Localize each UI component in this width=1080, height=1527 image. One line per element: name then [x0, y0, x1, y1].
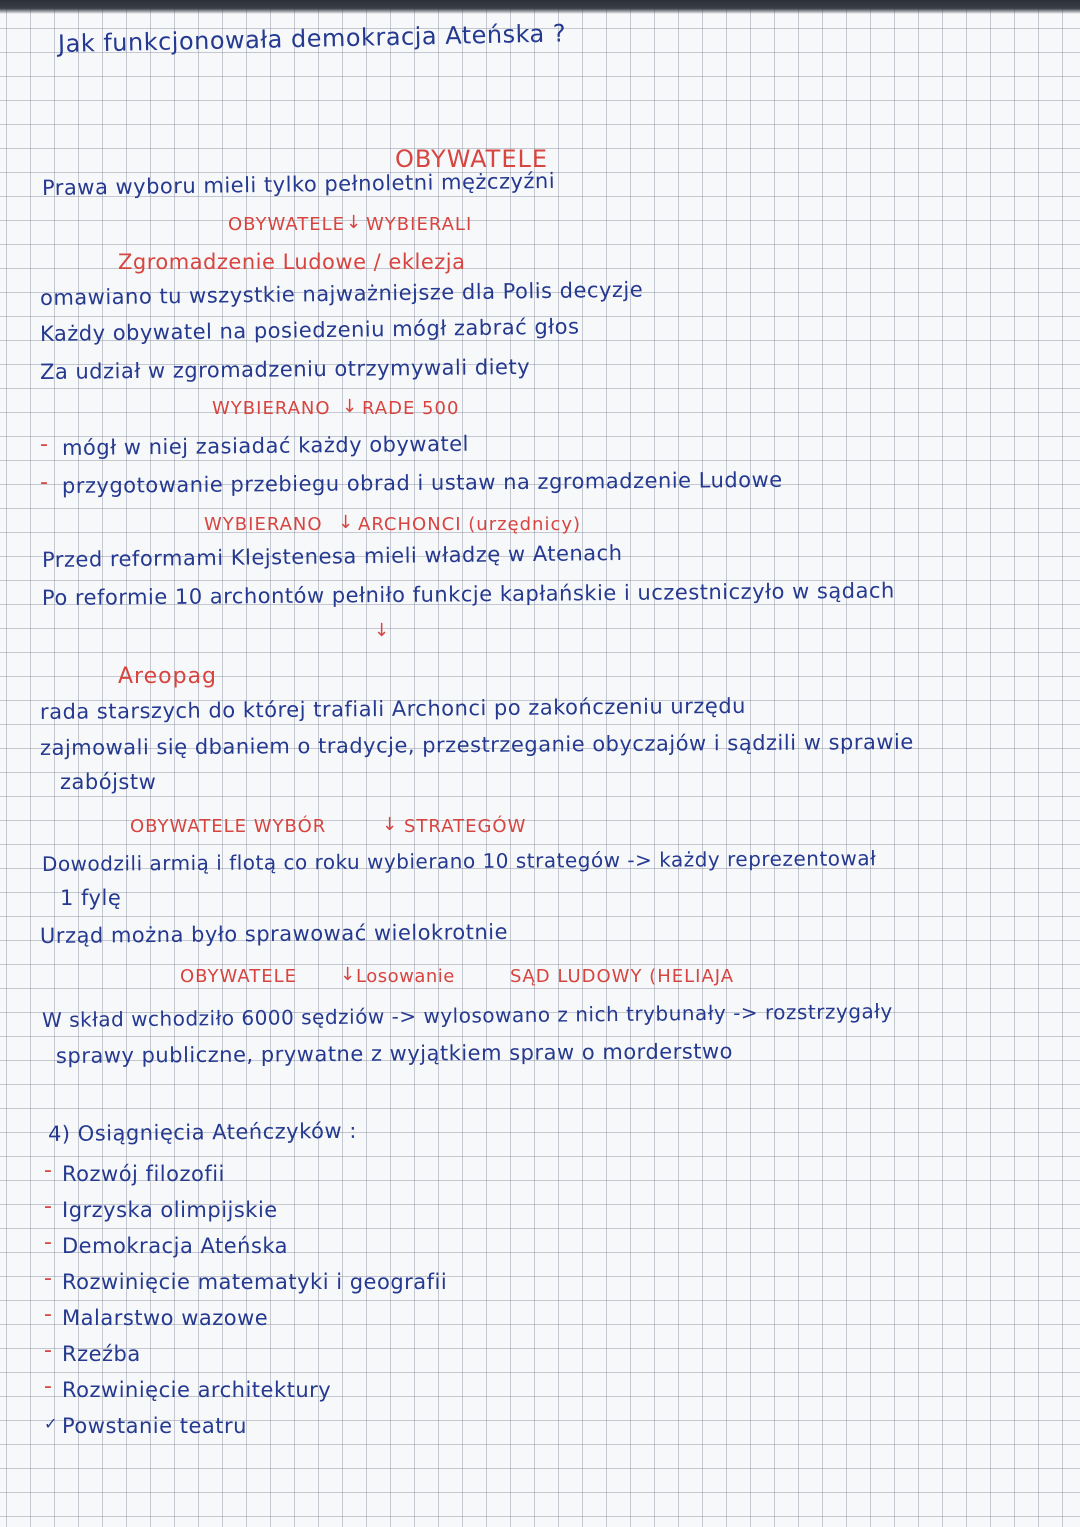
note-line: Dowodzili armią i flotą co roku wybierano 10 strategów -> każdy reprezentował — [41, 846, 877, 876]
bullet-mark: - — [40, 470, 48, 495]
note-line: Za udział w zgromadzeniu otrzymywali diety — [39, 354, 531, 384]
note-line: zabójstw — [60, 770, 157, 794]
bullet-mark: - — [44, 1230, 52, 1255]
note-line: przygotowanie przebiegu obrad i ustaw na zgromadzenie Ludowe — [61, 467, 783, 498]
arrow-down-icon: ↓ — [340, 964, 356, 985]
list-item: Rzeźba — [62, 1342, 141, 1366]
note-line: Urząd można było sprawować wielokrotnie — [39, 919, 509, 948]
list-item: Powstanie teatru — [62, 1414, 247, 1438]
note-line: omawiano tu wszystkie najważniejsze dla Polis decyzje — [39, 277, 644, 310]
list-item: Rozwój filozofii — [62, 1162, 225, 1186]
bullet-mark: - — [44, 1302, 52, 1327]
label-obywatele: OBYWATELE — [180, 966, 298, 987]
bullet-mark: - — [40, 432, 48, 457]
label-losowanie: Losowanie — [356, 966, 455, 987]
label-strategow: STRATEGÓW — [404, 816, 527, 837]
page-top-edge — [0, 0, 1080, 14]
section-heading-obywatele: OBYWATELE — [395, 145, 549, 173]
list-item: Rozwinięcie matematyki i geografii — [62, 1270, 448, 1294]
arrow-down-icon: ↓ — [338, 512, 354, 533]
achievements-heading: 4) Osiągnięcia Ateńczyków : — [47, 1118, 357, 1146]
subheading-zgromadzenie: Zgromadzenie Ludowe / eklezja — [118, 250, 466, 274]
note-line: mógł w niej zasiadać każdy obywatel — [61, 431, 470, 460]
list-item: Malarstwo wazowe — [62, 1306, 269, 1330]
section-heading-areopag: Areopag — [118, 664, 218, 689]
arrow-down-icon: ↓ — [382, 814, 398, 835]
label-obywatele: OBYWATELE — [228, 214, 346, 235]
note-line: rada starszych do której trafiali Archonci po zakończeniu urzędu — [39, 693, 746, 724]
list-item: Demokracja Ateńska — [62, 1234, 289, 1258]
label-obywatele-wybor: OBYWATELE WYBÓR — [130, 816, 327, 837]
label-wybierali: WYBIERALI — [366, 214, 473, 235]
note-line: Przed reformami Klejstenesa mieli władzę w Atenach — [41, 540, 623, 572]
list-item: Igrzyska olimpijskie — [62, 1198, 278, 1222]
label-rada-500: RADE 500 — [362, 398, 460, 419]
page-title: Jak funkcjonowała demokracja Ateńska ? — [57, 19, 567, 58]
note-line: Każdy obywatel na posiedzeniu mógł zabrać głos — [39, 314, 580, 346]
arrow-down-icon: ↓ — [342, 396, 358, 417]
label-wybierano: WYBIERANO — [212, 398, 331, 419]
note-line: W skład wchodziło 6000 sędziów -> wylosowano z nich trybunały -> rozstrzygały — [41, 999, 893, 1032]
note-line: zajmowali się dbaniem o tradycje, przestrzeganie obyczajów i sądzili w sprawie — [39, 729, 914, 760]
note-line: 1 fylę — [60, 886, 122, 910]
label-archonci: ARCHONCI (urzędnicy) — [358, 514, 582, 535]
label-sad-ludowy: SĄD LUDOWY (HELIAJA — [510, 966, 735, 987]
note-line: sprawy publiczne, prywatne z wyjątkiem spraw o morderstwo — [55, 1039, 734, 1068]
bullet-mark: - — [44, 1374, 52, 1399]
arrow-down-icon: ↓ — [346, 212, 362, 233]
bullet-mark: - — [44, 1266, 52, 1291]
bullet-mark: - — [44, 1338, 52, 1363]
note-line: Po reformie 10 archontów pełniło funkcje kapłańskie i uczestniczyło w sądach — [41, 578, 895, 610]
bullet-mark: - — [44, 1194, 52, 1219]
bullet-mark: - — [44, 1158, 52, 1183]
list-item: Rozwinięcie architektury — [62, 1378, 332, 1402]
arrow-down-icon: ↓ — [374, 620, 390, 641]
check-mark-icon: ✓ — [44, 1414, 58, 1433]
note-line: Prawa wyboru mieli tylko pełnoletni mężczyźni — [41, 168, 556, 200]
label-wybierano: WYBIERANO — [204, 514, 323, 535]
